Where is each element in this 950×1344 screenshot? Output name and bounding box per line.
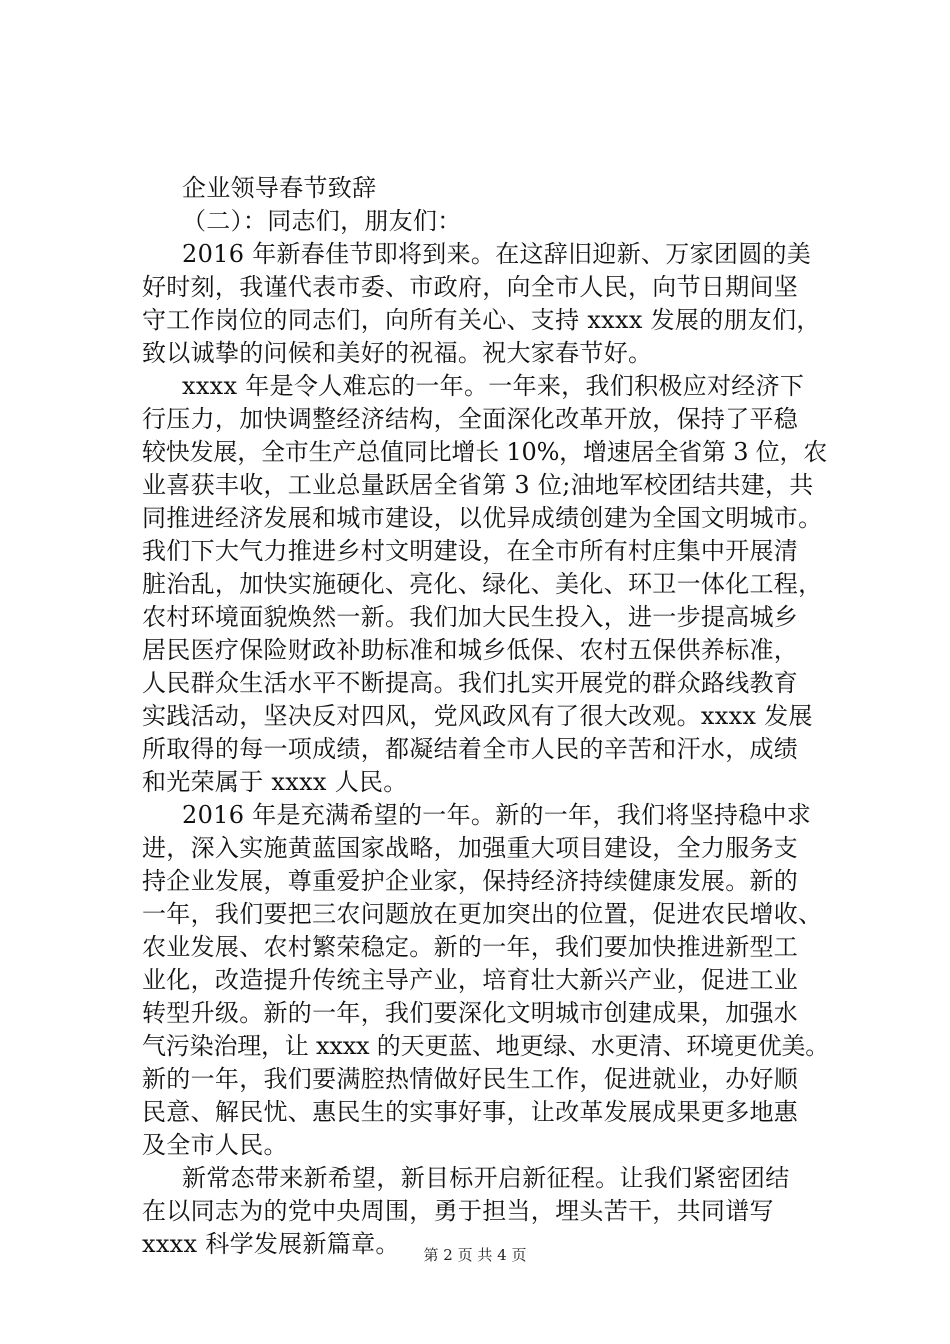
paragraph-3-line: 一年，我们要把三农问题放在更加突出的位置，促进农民增收、 — [142, 900, 823, 928]
document-title: 企业领导春节致辞 — [182, 174, 377, 202]
paragraph-2-line: 所取得的每一项成绩，都凝结着全市人民的辛苦和汗水，成绩 — [142, 735, 799, 763]
paragraph-2-line: 脏治乱，加快实施硬化、亮化、绿化、美化、环卫一体化工程， — [142, 570, 823, 598]
paragraph-2-line: 居民医疗保险财政补助标准和城乡低保、农村五保供养标准， — [142, 636, 799, 664]
paragraph-2-line: 农村环境面貌焕然一新。我们加大民生投入，进一步提高城乡 — [142, 603, 799, 631]
paragraph-3-line: 及全市人民。 — [142, 1131, 288, 1159]
paragraph-1-line: 2016 年新春佳节即将到来。在这辞旧迎新、万家团圆的美 — [182, 240, 812, 268]
paragraph-2-line: 人民群众生活水平不断提高。我们扎实开展党的群众路线教育 — [142, 669, 799, 697]
paragraph-3-line: 2016 年是充满希望的一年。新的一年，我们将坚持稳中求 — [182, 801, 812, 829]
paragraph-4-line: 在以同志为的党中央周围，勇于担当，埋头苦干，共同谱写 — [142, 1197, 774, 1225]
paragraph-4-line: 新常态带来新希望，新目标开启新征程。让我们紧密团结 — [182, 1164, 790, 1192]
paragraph-2-line: 业喜获丰收，工业总量跃居全省第 3 位;油地军校团结共建，共 — [142, 471, 814, 499]
paragraph-1-line: 守工作岗位的同志们，向所有关心、支持 xxxx 发展的朋友们， — [142, 306, 821, 334]
paragraph-3-line: 民意、解民忧、惠民生的实事好事，让改革发展成果更多地惠 — [142, 1098, 799, 1126]
paragraph-3-line: 新的一年，我们要满腔热情做好民生工作，促进就业，办好顺 — [142, 1065, 799, 1093]
paragraph-4-line: xxxx 科学发展新篇章。 — [142, 1230, 400, 1258]
paragraph-1-line: 致以诚挚的问候和美好的祝福。祝大家春节好。 — [142, 339, 653, 367]
paragraph-2-line: 较快发展，全市生产总值同比增长 10%，增速居全省第 3 位，农 — [142, 438, 828, 466]
document-body — [142, 172, 832, 1261]
paragraph-1-line: 好时刻，我谨代表市委、市政府，向全市人民，向节日期间坚 — [142, 273, 799, 301]
paragraph-3-line: 进，深入实施黄蓝国家战略，加强重大项目建设，全力服务支 — [142, 834, 799, 862]
paragraph-2-line: xxxx 年是令人难忘的一年。一年来，我们积极应对经济下 — [182, 372, 805, 400]
salutation-line: （二）：同志们，朋友们： — [182, 207, 462, 235]
paragraph-2-line: 我们下大气力推进乡村文明建设，在全市所有村庄集中开展清 — [142, 537, 799, 565]
paragraph-3-line: 转型升级。新的一年，我们要深化文明城市创建成果，加强水 — [142, 999, 799, 1027]
paragraph-3-line: 持企业发展，尊重爱护企业家，保持经济持续健康发展。新的 — [142, 867, 799, 895]
paragraph-2-line: 同推进经济发展和城市建设，以优异成绩创建为全国文明城市。 — [142, 504, 823, 532]
paragraph-2-line: 实践活动，坚决反对四风，党风政风有了很大改观。xxxx 发展 — [142, 702, 813, 730]
paragraph-2-line: 行压力，加快调整经济结构，全面深化改革开放，保持了平稳 — [142, 405, 799, 433]
paragraph-3-line: 业化，改造提升传统主导产业，培育壮大新兴产业，促进工业 — [142, 966, 799, 994]
paragraph-3-line: 气污染治理，让 xxxx 的天更蓝、地更绿、水更清、环境更优美。 — [142, 1032, 829, 1060]
paragraph-3-line: 农业发展、农村繁荣稳定。新的一年，我们要加快推进新型工 — [142, 933, 799, 961]
page-number-footer: 第 2 页 共 4 页 — [423, 1246, 527, 1264]
paragraph-2-line: 和光荣属于 xxxx 人民。 — [142, 768, 408, 796]
